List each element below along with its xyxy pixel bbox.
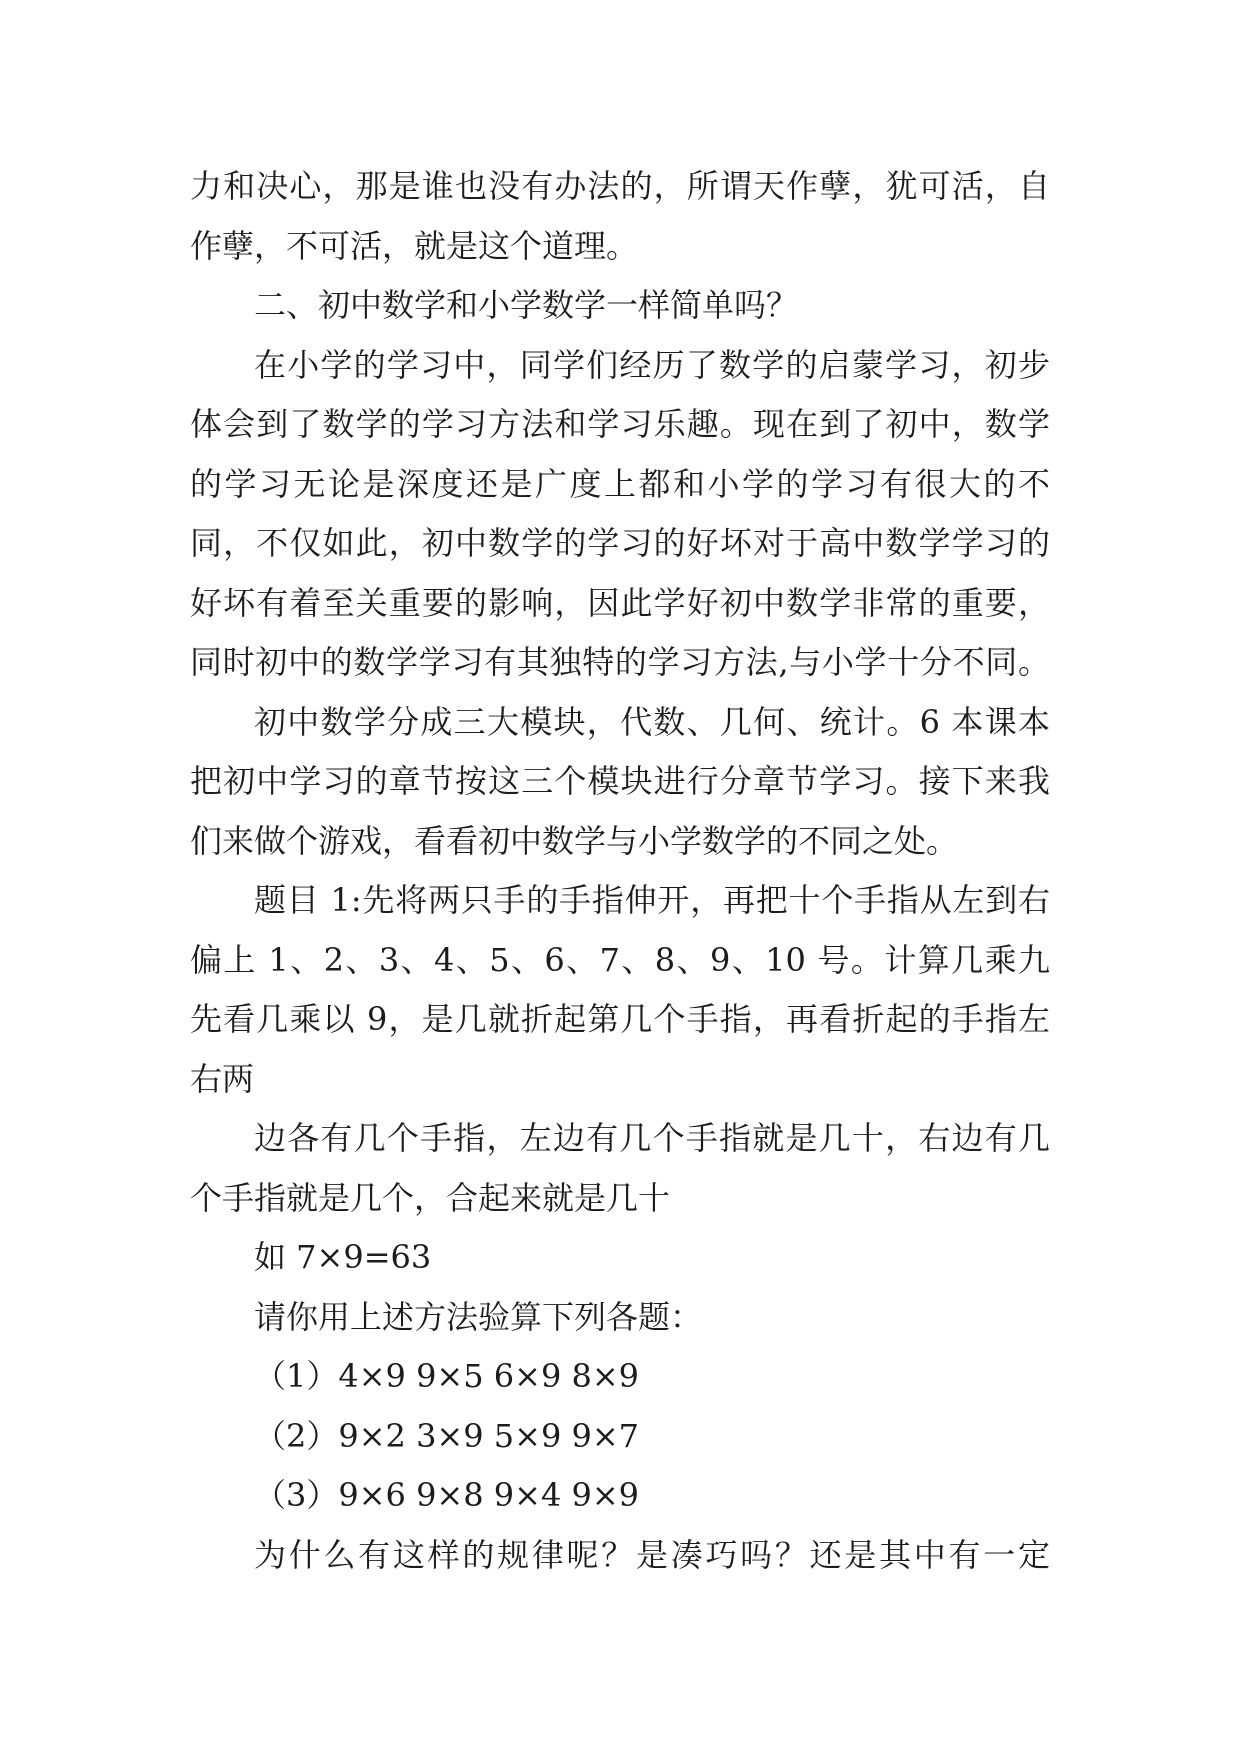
- text-line: 的学习无论是深度还是广度上都和小学的学习有很大的不: [190, 464, 1050, 503]
- text-line: 初中数学分成三大模块，代数、几何、统计。6 本课本: [254, 702, 1050, 741]
- text-line: 先看几乘以 9，是几就折起第几个手指，再看折起的手指左: [190, 1000, 1050, 1038]
- body-text: [190, 157, 1050, 1585]
- text-line: 右两: [190, 1059, 255, 1098]
- text-line: 同，不仅如此，初中数学的学习的好坏对于高中数学学习的: [190, 524, 1050, 562]
- exercise-prompt: 请你用上述方法验算下列各题：: [254, 1297, 703, 1336]
- text-line: 题目 1:先将两只手的手指伸开，再把十个手指从左到右: [254, 881, 1050, 919]
- text-line: 为什么有这样的规律呢？是凑巧吗？还是其中有一定: [254, 1535, 1050, 1574]
- example-line: 如 7×9=63: [254, 1238, 432, 1276]
- exercise-item: （3）9×6 9×8 9×4 9×9: [254, 1476, 640, 1514]
- text-line: 作孽，不可活，就是这个道理。: [190, 226, 639, 265]
- section-heading: 二、初中数学和小学数学一样简单吗？: [254, 286, 799, 324]
- text-line: 好坏有着至关重要的影响，因此学好初中数学非常的重要，: [190, 583, 1050, 622]
- text-line: 偏上 1、2、3、4、5、6、7、8、9、10 号。计算几乘九: [190, 940, 1050, 979]
- text-line: 同时初中的数学学习有其独特的学习方法,与小学十分不同。: [190, 643, 1050, 681]
- text-line: 们来做个游戏，看看初中数学与小学数学的不同之处。: [190, 821, 959, 860]
- text-line: 把初中学习的章节按这三个模块进行分章节学习。接下来我: [190, 762, 1050, 800]
- text-line: 边各有几个手指，左边有几个手指就是几十，右边有几: [254, 1119, 1050, 1157]
- text-line: 力和决心，那是谁也没有办法的，所谓天作孽，犹可活，自: [190, 167, 1050, 205]
- exercise-item: （2）9×2 3×9 5×9 9×7: [254, 1416, 640, 1455]
- text-line: 在小学的学习中，同学们经历了数学的启蒙学习，初步: [254, 345, 1050, 384]
- text-line: 体会到了数学的学习方法和学习乐趣。现在到了初中，数学: [190, 405, 1050, 443]
- text-line: 个手指就是几个，合起来就是几十: [190, 1178, 671, 1217]
- exercise-item: （1）4×9 9×5 6×9 8×9: [254, 1357, 640, 1395]
